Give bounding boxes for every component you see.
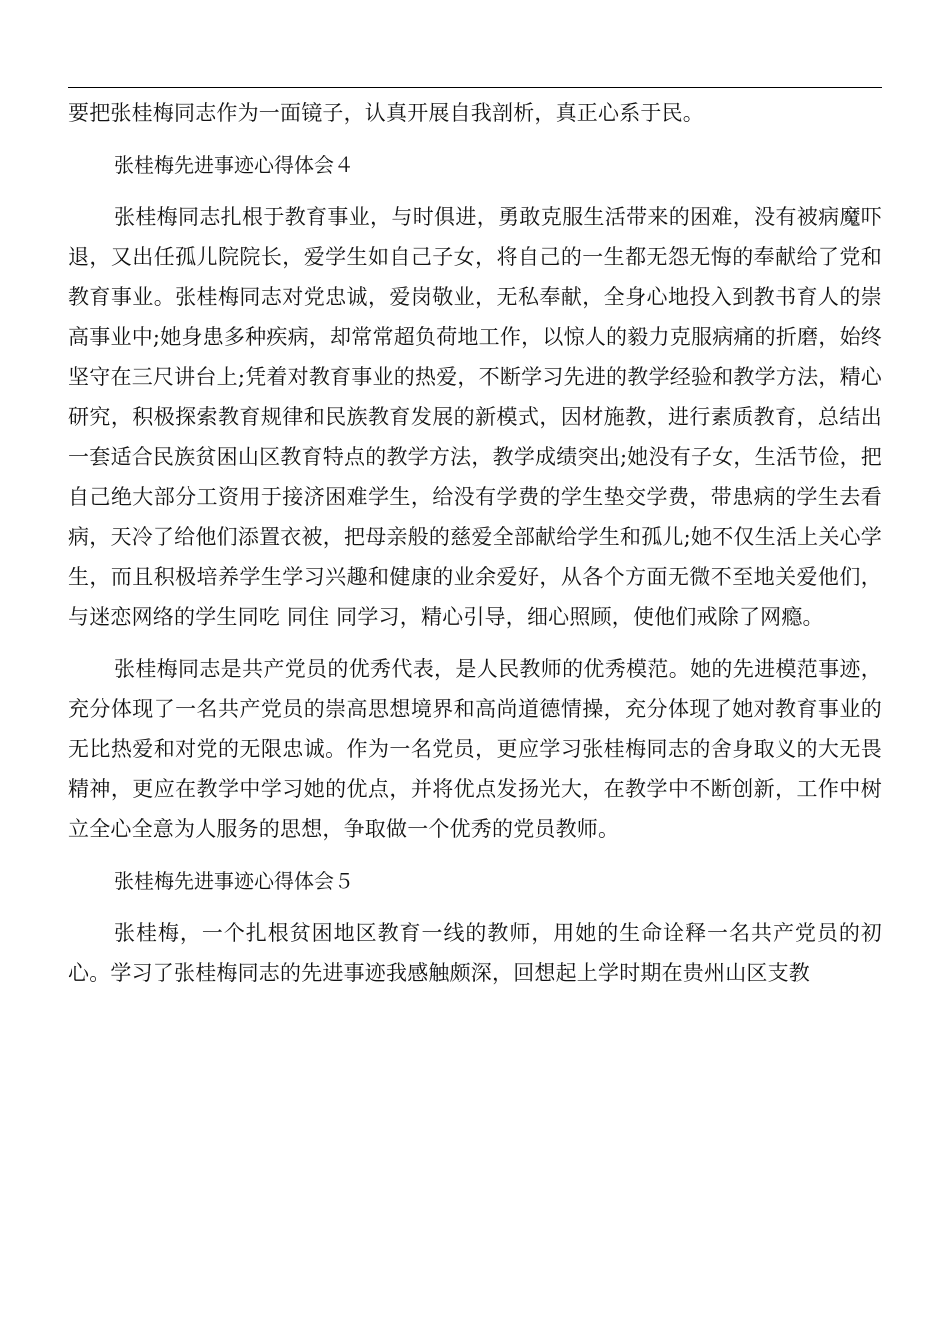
paragraph-continuation: 要把张桂梅同志作为一面镜子，认真开展自我剖析，真正心系于民。: [68, 101, 704, 125]
paragraph-section4-2: 张桂梅同志是共产党员的优秀代表，是人民教师的优秀模范。她的先进模范事迹，充分体现了一名共产党员的崇高思想境界和高尚道德情操，充分体现了她对教育事业的无比热爱和对党的无限忠诚。作为一名党员，更应学习张桂梅同志的舍身取义的大无畏精神，更应在教学中学习她的优点，并将优点发扬光大，在教学中不断创新，工作中树立全心全意为人服务的思想，争取做一个优秀的党员教师。: [68, 657, 882, 841]
document-body: [68, 93, 882, 993]
section-heading-4: 张桂梅先进事迹心得体会４: [114, 153, 354, 177]
header-rule: [68, 87, 882, 88]
paragraph-section4-1: 张桂梅同志扎根于教育事业，与时俱进，勇敢克服生活带来的困难，没有被病魔吓退，又出任孤儿院院长，爱学生如自己子女，将自己的一生都无怨无悔的奉献给了党和教育事业。张桂梅同志对党忠诚，爱岗敬业，无私奉献，全身心地投入到教书育人的崇高事业中;她身患多种疾病，却常常超负荷地工作，以惊人的毅力克服病痛的折磨，始终坚守在三尺讲台上;凭着对教育事业的热爱，不断学习先进的教学经验和教学方法，精心研究，积极探索教育规律和民族教育发展的新模式，因材施教，进行素质教育，总结出一套适合民族贫困山区教育特点的教学方法，教学成绩突出;她没有子女，生活节俭，把自己绝大部分工资用于接济困难学生，给没有学费的学生垫交学费，带患病的学生去看病，天冷了给他们添置衣被，把母亲般的慈爱全部献给学生和孤儿;她不仅生活上关心学生，而且积极培养学生学习兴趣和健康的业余爱好，从各个方面无微不至地关爱他们，与迷恋网络的学生同吃 同住 同学习，精心引导，细心照顾，使他们戒除了网瘾。: [68, 205, 882, 629]
paragraph-section5-1: 张桂梅，一个扎根贫困地区教育一线的教师，用她的生命诠释一名共产党员的初心。学习了张桂梅同志的先进事迹我感触颇深，回想起上学时期在贵州山区支教: [68, 921, 882, 985]
section-heading-5: 张桂梅先进事迹心得体会５: [114, 869, 354, 893]
